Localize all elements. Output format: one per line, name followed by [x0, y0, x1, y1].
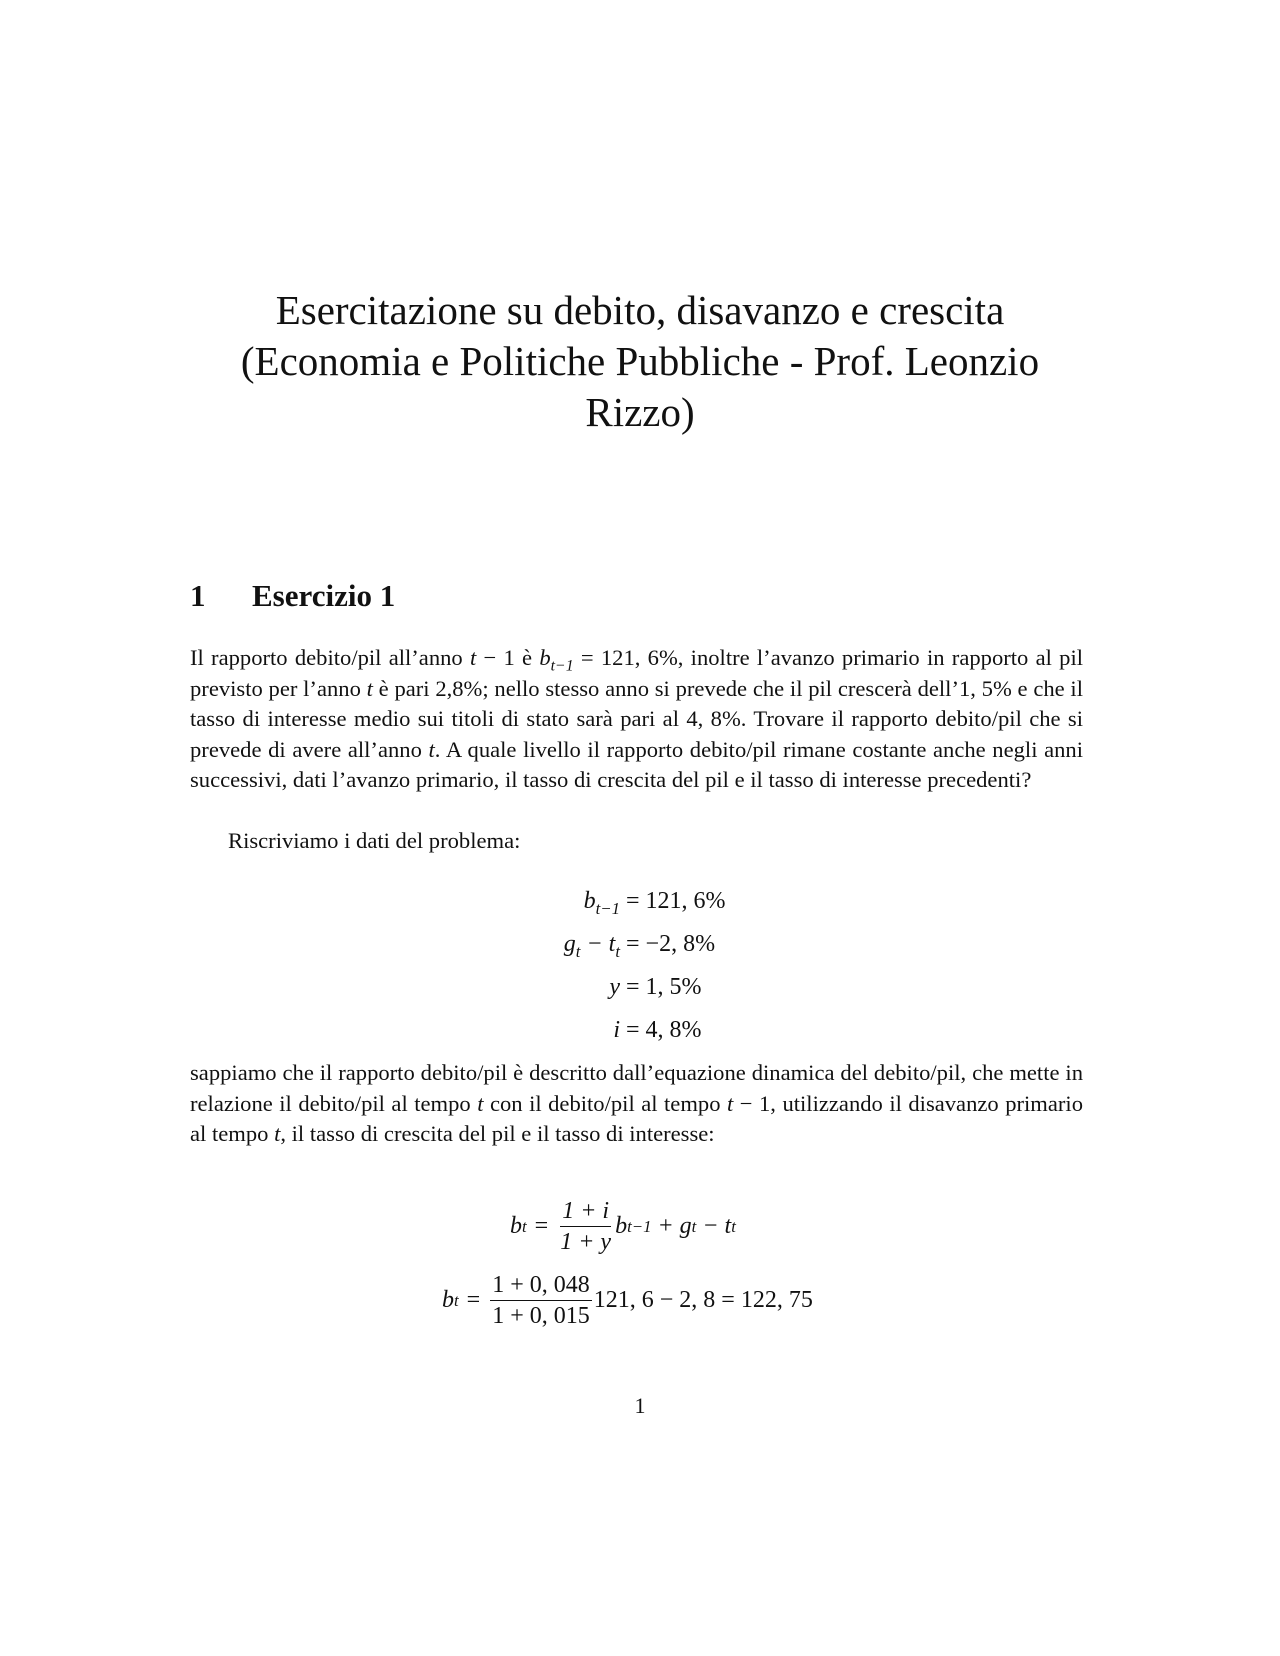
fraction-denominator: 1 + 0, 015 — [492, 1303, 590, 1329]
math-var: b — [510, 1213, 522, 1239]
section-number: 1 — [190, 578, 206, 613]
text-run: − 1, utilizzando il disavanzo primario al tempo — [190, 1090, 1084, 1146]
math-subscript: t — [575, 941, 581, 961]
title-line-3: Rizzo) — [585, 389, 695, 435]
equation-rhs: = 4, 8% — [626, 1017, 702, 1043]
fraction — [558, 1196, 613, 1257]
math-var: t — [366, 675, 373, 701]
math-subscript: t−1 — [595, 898, 620, 918]
text-run: = 121, 6%, inoltre l’avanzo primario in rapporto al pil previsto per l’anno — [190, 645, 1083, 701]
problem-statement — [190, 643, 1083, 796]
text-run: Il rapporto debito/pil all’anno — [190, 645, 470, 670]
data-equations — [390, 880, 890, 1052]
math-var: t — [727, 1090, 734, 1116]
equation-line — [390, 966, 890, 1009]
equation-line — [390, 923, 890, 966]
title-line-2: (Economia e Politiche Pubbliche - Prof. Leonzio — [240, 338, 1040, 384]
equals-sign: = — [466, 1287, 481, 1313]
text-run: , il tasso di crescita del pil e il tasso di interesse: — [280, 1121, 715, 1146]
text-run: . A quale livello il rapporto debito/pil rimane costante anche negli anni successivi, dati l’avanzo primario, il tasso di crescita del pil e il tasso di interesse precedenti? — [190, 736, 1084, 792]
equation-result: 121, 6 − 2, 8 = 122, 75 — [593, 1287, 813, 1313]
equation-line — [390, 1009, 890, 1052]
math-var: b — [583, 888, 596, 914]
title-line-1: Esercitazione su debito, disavanzo e crescita — [275, 287, 1005, 333]
fraction-denominator: 1 + y — [560, 1229, 612, 1255]
text-run: con il debito/pil al tempo — [483, 1090, 727, 1116]
math-var: b — [442, 1287, 454, 1313]
text-run: è pari 2,8%; nello stesso anno si prevede che il pil crescerà dell’1, 5% e che il tasso di interesse medio sui titoli di stato sarà pari al 4, 8%. Trovare il rapporto debito/pil che si prevede di avere all’anno — [190, 675, 1083, 762]
equation-line — [390, 880, 890, 923]
math-var: t — [428, 736, 435, 762]
math-var: t — [477, 1090, 484, 1116]
explanation-paragraph — [190, 1058, 1083, 1150]
math-var: g — [563, 931, 576, 957]
text-run: sappiamo che il rapporto debito/pil è descritto dall’equazione dinamica del debito/pil, che mette in relazione il debito/pil al tempo — [190, 1060, 1083, 1116]
equation-rhs: = 1, 5% — [626, 974, 702, 1000]
equation-rhs: = 121, 6% — [626, 888, 726, 914]
text-run: − 1 è — [476, 645, 540, 670]
math-var: t — [274, 1121, 281, 1146]
math-var: − t — [580, 931, 616, 957]
document-title — [190, 285, 1090, 438]
data-intro: Riscriviamo i dati del problema: — [228, 828, 521, 853]
equation-rhs: = −2, 8% — [626, 931, 716, 957]
math-var: t — [469, 645, 477, 670]
math-subscript: t — [615, 941, 620, 961]
section-title: Esercizio 1 — [252, 578, 396, 613]
math-var: b — [539, 645, 551, 670]
math-var: y — [609, 974, 620, 1000]
math-var: b — [615, 1213, 628, 1239]
fraction — [490, 1270, 592, 1331]
numeric-equation: b t = $\frac{1 + 0, 048}{1 + 0, 015}$ 121, 6 − 2, 8 = 122, 75 — [442, 1272, 813, 1329]
dynamic-equation: b t = $\frac{1 + i}{1 + y}$ b t−1 + g t − t t — [510, 1198, 736, 1255]
math-var: + g — [651, 1213, 692, 1239]
page-number: 1 — [634, 1393, 646, 1418]
math-var: i — [613, 1017, 620, 1043]
fraction-numerator: 1 + 0, 048 — [490, 1270, 592, 1301]
fraction-numerator: 1 + i — [560, 1196, 611, 1227]
equals-sign: = — [534, 1213, 549, 1239]
math-var: − t — [696, 1213, 732, 1239]
section-heading — [190, 578, 395, 614]
math-subscript: t−1 — [550, 657, 574, 675]
